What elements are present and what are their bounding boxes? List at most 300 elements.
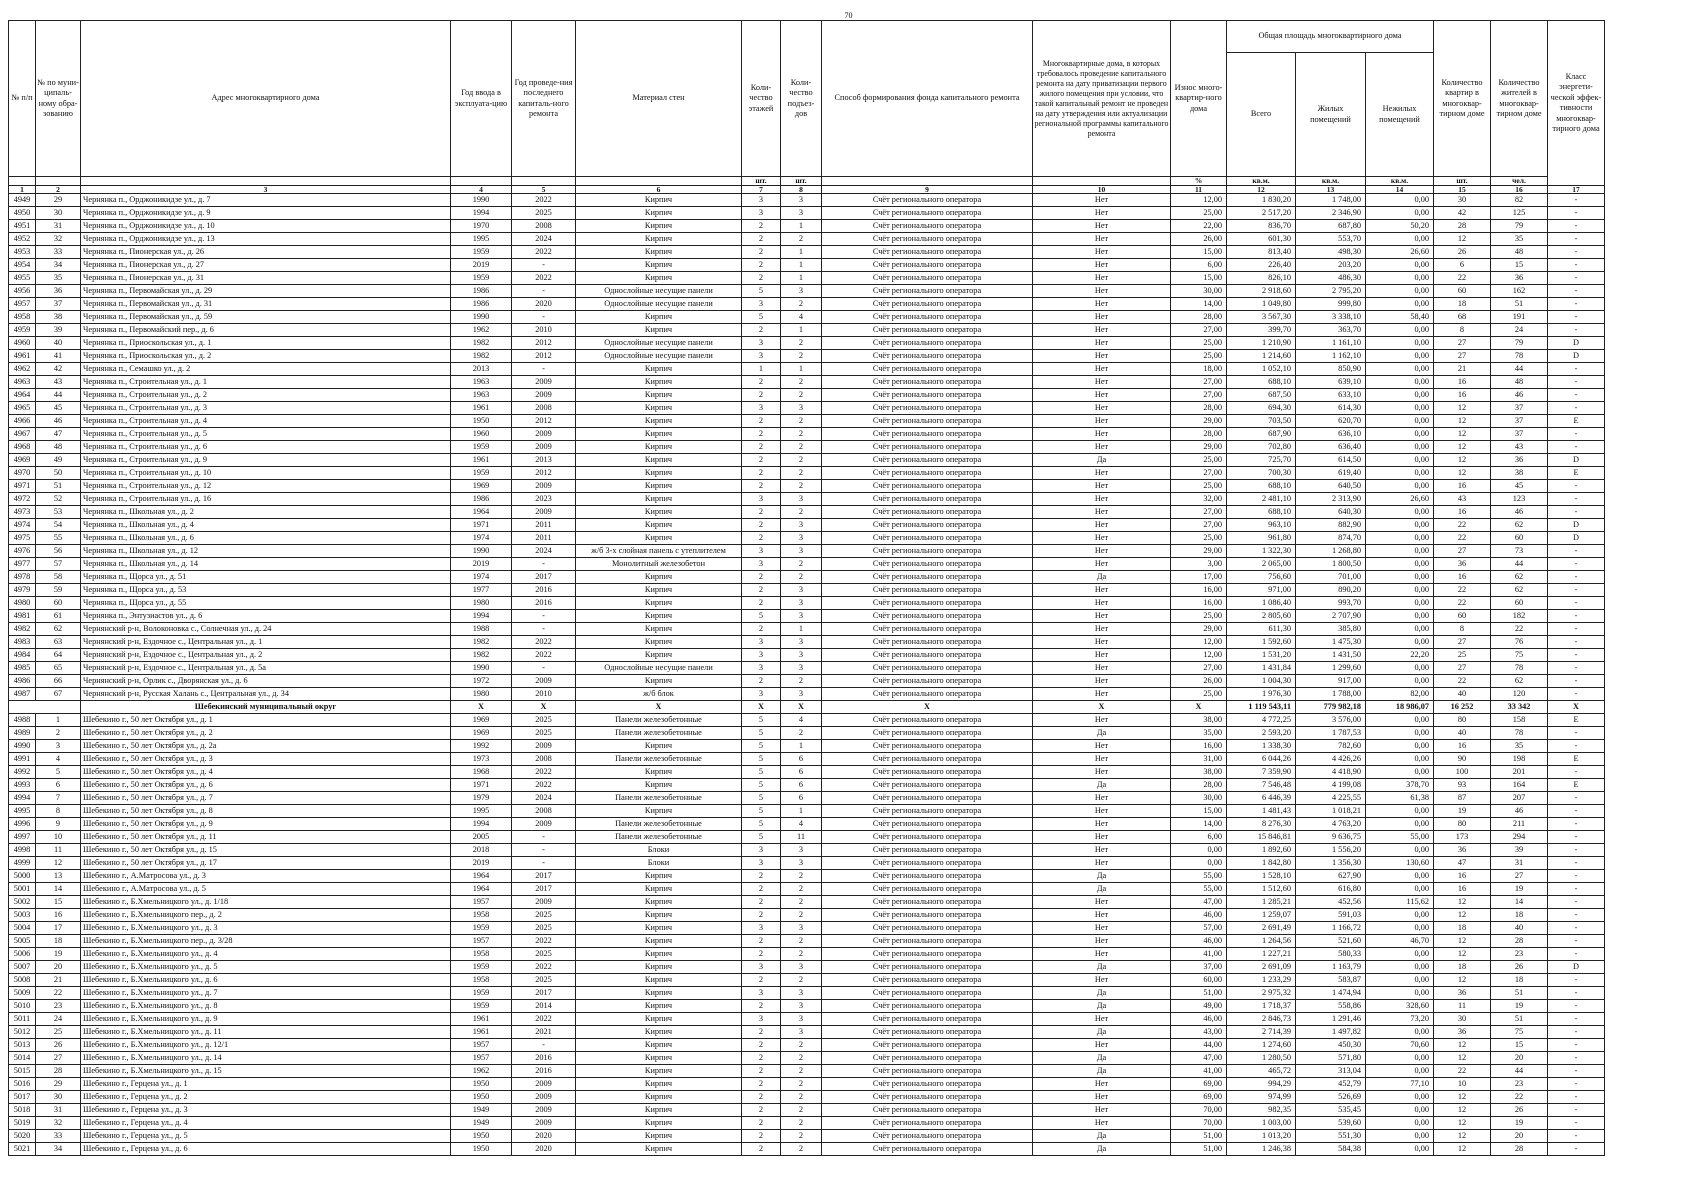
table-row (9, 519, 1605, 532)
cell-apartments: 12 (1434, 1130, 1491, 1143)
header-year-built: Год ввода в эксплуата-цию (451, 21, 512, 177)
cell-year-built: 1959 (451, 987, 512, 1000)
cell-entrances: 3 (781, 610, 822, 623)
cell-residents: 19 (1491, 1117, 1548, 1130)
cell-wall-material: Кирпич (576, 519, 742, 532)
cell-wear: 25,00 (1171, 480, 1227, 493)
cell-area-total: 688,10 (1227, 506, 1296, 519)
cell-energy-class: D (1548, 454, 1605, 467)
cell-address: Шебекино г., Герцена ул., д. 4 (81, 1117, 451, 1130)
cell-area-total: 6 446,39 (1227, 792, 1296, 805)
cell-repair-required: Нет (1033, 896, 1171, 909)
cell-row-number: 4990 (9, 740, 36, 753)
cell-energy-class: D (1548, 519, 1605, 532)
cell-residents: 35 (1491, 233, 1548, 246)
cell-wear: 16,00 (1171, 597, 1227, 610)
cell-residents: 198 (1491, 753, 1548, 766)
cell-fund-method: Счёт регионального оператора (822, 441, 1033, 454)
cell-area-nonresidential: 0,00 (1366, 740, 1434, 753)
cell-fund-method: Счёт регионального оператора (822, 883, 1033, 896)
cell-area-residential: 1 018,21 (1296, 805, 1366, 818)
cell-wear: 60,00 (1171, 974, 1227, 987)
cell-repair-required: Нет (1033, 480, 1171, 493)
cell-repair-required: Нет (1033, 545, 1171, 558)
cell-area-residential: 882,90 (1296, 519, 1366, 532)
cell-apartments: 8 (1434, 623, 1491, 636)
cell-energy-class: - (1548, 272, 1605, 285)
cell-energy-class: - (1548, 298, 1605, 311)
cell-area-residential: 1 748,00 (1296, 194, 1366, 207)
table-row (9, 1143, 1605, 1156)
cell-area-total: 2 691,49 (1227, 922, 1296, 935)
table-row (9, 532, 1605, 545)
cell-year-repair: 2010 (512, 324, 576, 337)
cell-fund-method: Счёт регионального оператора (822, 597, 1033, 610)
cell-year-repair: 2022 (512, 935, 576, 948)
cell-year-repair: 2009 (512, 675, 576, 688)
cell-apartments: 22 (1434, 532, 1491, 545)
cell-energy-class: E (1548, 753, 1605, 766)
cell-area-nonresidential: 0,00 (1366, 558, 1434, 571)
cell-wear: 49,00 (1171, 1000, 1227, 1013)
cell-apartments: 18 (1434, 298, 1491, 311)
cell-wear: 25,00 (1171, 610, 1227, 623)
cell-wall-material: Монолитный железобетон (576, 558, 742, 571)
table-row (9, 1117, 1605, 1130)
cell-municipal-number: 13 (36, 870, 81, 883)
cell-area-nonresidential: 82,00 (1366, 688, 1434, 701)
cell-floors: 2 (742, 506, 781, 519)
cell-floors: 2 (742, 1117, 781, 1130)
cell-wear: 3,00 (1171, 558, 1227, 571)
cell-area-total: 982,35 (1227, 1104, 1296, 1117)
cell-row-number: 4953 (9, 246, 36, 259)
cell-floors: 3 (742, 662, 781, 675)
cell-area-residential: 1 497,82 (1296, 1026, 1366, 1039)
cell-area-nonresidential: 0,00 (1366, 415, 1434, 428)
cell-wall-material: Кирпич (576, 649, 742, 662)
cell-floors: 2 (742, 1143, 781, 1156)
cell-area-residential: 1 161,10 (1296, 337, 1366, 350)
cell-repair-required: Нет (1033, 688, 1171, 701)
cell-residents: 62 (1491, 571, 1548, 584)
unit-entrances: шт. (781, 177, 822, 186)
cell-apartments: 19 (1434, 805, 1491, 818)
table-row (9, 1026, 1605, 1039)
cell-area-residential: 2 313,90 (1296, 493, 1366, 506)
cell-entrances: 1 (781, 623, 822, 636)
cell-row-number: 4984 (9, 649, 36, 662)
cell-entrances: 3 (781, 402, 822, 415)
cell-municipal-number: 58 (36, 571, 81, 584)
cell-wear: 29,00 (1171, 545, 1227, 558)
cell-apartments: 36 (1434, 844, 1491, 857)
cell-row-number: 5015 (9, 1065, 36, 1078)
cell-year-repair: - (512, 311, 576, 324)
cell-year-repair: 2013 (512, 454, 576, 467)
cell-entrances: 2 (781, 1130, 822, 1143)
cell-wear: 12,00 (1171, 636, 1227, 649)
cell-residents: 123 (1491, 493, 1548, 506)
cell-address: Шебекино г., 50 лет Октября ул., д. 4 (81, 766, 451, 779)
cell-floors: 5 (742, 740, 781, 753)
cell-wall-material: Кирпич (576, 363, 742, 376)
table-row (9, 220, 1605, 233)
cell-area-nonresidential: 0,00 (1366, 194, 1434, 207)
cell-area-nonresidential: 0,00 (1366, 519, 1434, 532)
cell-year-repair: 2009 (512, 389, 576, 402)
cell-repair-required: Нет (1033, 636, 1171, 649)
cell-area-residential: 633,10 (1296, 389, 1366, 402)
cell-residents: 48 (1491, 376, 1548, 389)
cell-apartments: 43 (1434, 493, 1491, 506)
cell-row-number: 4999 (9, 857, 36, 870)
cell-fund-method: Счёт регионального оператора (822, 1091, 1033, 1104)
cell-apartments: 27 (1434, 337, 1491, 350)
cell-energy-class: - (1548, 831, 1605, 844)
cell-apartments: 18 (1434, 922, 1491, 935)
cell-area-total: 1 013,20 (1227, 1130, 1296, 1143)
cell-wall-material: Кирпич (576, 1039, 742, 1052)
cell-area-nonresidential: 0,00 (1366, 1052, 1434, 1065)
cell-wall-material: Однослойные несущие панели (576, 298, 742, 311)
cell-energy-class: - (1548, 233, 1605, 246)
cell-municipal-number: 20 (36, 961, 81, 974)
cell-wear: 27,00 (1171, 324, 1227, 337)
cell-apartments: 12 (1434, 1104, 1491, 1117)
table-row (9, 610, 1605, 623)
cell-energy-class: - (1548, 584, 1605, 597)
cell-row-number: 5020 (9, 1130, 36, 1143)
cell-year-repair: 2025 (512, 948, 576, 961)
cell-municipal-number: 65 (36, 662, 81, 675)
cell-area-total: 1 718,37 (1227, 1000, 1296, 1013)
cell-energy-class: E (1548, 467, 1605, 480)
cell-wall-material: Кирпич (576, 493, 742, 506)
cell-year-repair: 2009 (512, 376, 576, 389)
cell-wear: 27,00 (1171, 662, 1227, 675)
cell-address: Чернянка п., Пионерская ул., д. 31 (81, 272, 451, 285)
cell-repair-required: Нет (1033, 935, 1171, 948)
cell-year-repair: 2022 (512, 961, 576, 974)
cell-floors: 3 (742, 922, 781, 935)
cell-energy-class: - (1548, 558, 1605, 571)
cell-entrances: 3 (781, 493, 822, 506)
cell-year-built: 1961 (451, 1013, 512, 1026)
cell-entrances: 3 (781, 688, 822, 701)
cell-row-number: 5013 (9, 1039, 36, 1052)
header-entrances: Коли-чество подъез-дов (781, 21, 822, 177)
cell-area-total: 7 359,90 (1227, 766, 1296, 779)
cell-row-number: 4957 (9, 298, 36, 311)
cell-address: Шебекино г., Б.Хмельницкого ул., д. 8 (81, 1000, 451, 1013)
cell-repair-required: Нет (1033, 753, 1171, 766)
cell-fund-method: Счёт регионального оператора (822, 220, 1033, 233)
cell-area-nonresidential: 378,70 (1366, 779, 1434, 792)
cell-wall-material: Кирпич (576, 779, 742, 792)
cell-address: Шебекино г., 50 лет Октября ул., д. 2 (81, 727, 451, 740)
cell-municipal-number: 6 (36, 779, 81, 792)
cell-address: Шебекино г., Герцена ул., д. 2 (81, 1091, 451, 1104)
cell-row-number: 4985 (9, 662, 36, 675)
cell-area-residential: 687,80 (1296, 220, 1366, 233)
cell-fund-method: Счёт регионального оператора (822, 1078, 1033, 1091)
cell-energy-class: - (1548, 207, 1605, 220)
cell-entrances: 2 (781, 571, 822, 584)
cell-municipal-number: 30 (36, 207, 81, 220)
cell-area-total: 994,29 (1227, 1078, 1296, 1091)
cell-apartments: 16 (1434, 376, 1491, 389)
cell-year-repair: 2009 (512, 480, 576, 493)
cell-floors: 3 (742, 649, 781, 662)
cell-wall-material: Блоки (576, 857, 742, 870)
cell-year-built: 1969 (451, 714, 512, 727)
section-cell: 779 982,18 (1296, 701, 1366, 714)
column-number: 5 (512, 186, 576, 194)
cell-fund-method: Счёт регионального оператора (822, 402, 1033, 415)
cell-area-nonresidential: 0,00 (1366, 1130, 1434, 1143)
cell-wear: 38,00 (1171, 766, 1227, 779)
cell-apartments: 22 (1434, 519, 1491, 532)
cell-row-number: 4979 (9, 584, 36, 597)
cell-area-residential: 521,60 (1296, 935, 1366, 948)
cell-wall-material: Однослойные несущие панели (576, 337, 742, 350)
cell-row-number: 4986 (9, 675, 36, 688)
cell-wall-material: Кирпич (576, 480, 742, 493)
cell-area-total: 1 227,21 (1227, 948, 1296, 961)
cell-fund-method: Счёт регионального оператора (822, 298, 1033, 311)
cell-area-residential: 539,60 (1296, 1117, 1366, 1130)
cell-area-nonresidential: 0,00 (1366, 610, 1434, 623)
cell-energy-class: - (1548, 922, 1605, 935)
cell-residents: 40 (1491, 922, 1548, 935)
cell-wear: 57,00 (1171, 922, 1227, 935)
cell-area-residential: 782,60 (1296, 740, 1366, 753)
cell-wall-material: Кирпич (576, 623, 742, 636)
cell-energy-class: - (1548, 506, 1605, 519)
cell-entrances: 2 (781, 1104, 822, 1117)
table-row (9, 922, 1605, 935)
cell-year-repair: 2008 (512, 402, 576, 415)
cell-year-built: 1979 (451, 792, 512, 805)
cell-wear: 29,00 (1171, 415, 1227, 428)
cell-wear: 69,00 (1171, 1091, 1227, 1104)
cell-address: Шебекино г., Б.Хмельницкого ул., д. 9 (81, 1013, 451, 1026)
cell-energy-class: - (1548, 571, 1605, 584)
cell-floors: 2 (742, 974, 781, 987)
cell-floors: 2 (742, 623, 781, 636)
cell-fund-method: Счёт регионального оператора (822, 987, 1033, 1000)
cell-energy-class: - (1548, 896, 1605, 909)
cell-residents: 44 (1491, 363, 1548, 376)
cell-apartments: 28 (1434, 220, 1491, 233)
cell-wall-material: Кирпич (576, 1104, 742, 1117)
cell-apartments: 22 (1434, 272, 1491, 285)
table-row (9, 389, 1605, 402)
cell-address: Чернянка п., Пионерская ул., д. 26 (81, 246, 451, 259)
cell-municipal-number: 17 (36, 922, 81, 935)
cell-wall-material: Кирпич (576, 740, 742, 753)
cell-entrances: 2 (781, 1052, 822, 1065)
cell-year-repair: 2009 (512, 1117, 576, 1130)
cell-municipal-number: 28 (36, 1065, 81, 1078)
cell-residents: 79 (1491, 337, 1548, 350)
cell-fund-method: Счёт регионального оператора (822, 285, 1033, 298)
cell-year-repair: 2012 (512, 337, 576, 350)
cell-row-number: 4954 (9, 259, 36, 272)
cell-energy-class: - (1548, 935, 1605, 948)
cell-wear: 6,00 (1171, 259, 1227, 272)
cell-entrances: 3 (781, 584, 822, 597)
cell-residents: 207 (1491, 792, 1548, 805)
cell-address: Чернянка п., Строительная ул., д. 4 (81, 415, 451, 428)
cell-entrances: 2 (781, 480, 822, 493)
cell-residents: 44 (1491, 558, 1548, 571)
cell-address: Чернянка п., Строительная ул., д. 3 (81, 402, 451, 415)
cell-fund-method: Счёт регионального оператора (822, 766, 1033, 779)
cell-wall-material: Кирпич (576, 935, 742, 948)
cell-year-repair: 2012 (512, 350, 576, 363)
cell-wall-material: Панели железобетонные (576, 818, 742, 831)
cell-floors: 3 (742, 987, 781, 1000)
cell-municipal-number: 2 (36, 727, 81, 740)
cell-repair-required: Нет (1033, 740, 1171, 753)
cell-fund-method: Счёт регионального оператора (822, 246, 1033, 259)
cell-wear: 0,00 (1171, 857, 1227, 870)
cell-wall-material: Кирпич (576, 987, 742, 1000)
cell-entrances: 2 (781, 298, 822, 311)
cell-wear: 27,00 (1171, 376, 1227, 389)
cell-row-number: 5017 (9, 1091, 36, 1104)
cell-energy-class: - (1548, 389, 1605, 402)
cell-area-nonresidential: 0,00 (1366, 285, 1434, 298)
cell-residents: 18 (1491, 974, 1548, 987)
cell-year-repair: 2017 (512, 987, 576, 1000)
cell-wear: 27,00 (1171, 506, 1227, 519)
table-row (9, 636, 1605, 649)
cell-year-repair: 2025 (512, 922, 576, 935)
cell-row-number: 4961 (9, 350, 36, 363)
cell-repair-required: Нет (1033, 272, 1171, 285)
cell-area-total: 1 285,21 (1227, 896, 1296, 909)
table-row (9, 662, 1605, 675)
column-number: 16 (1491, 186, 1548, 194)
cell-floors: 5 (742, 766, 781, 779)
cell-year-built: 1950 (451, 1091, 512, 1104)
cell-wall-material: Панели железобетонные (576, 714, 742, 727)
cell-area-nonresidential: 0,00 (1366, 350, 1434, 363)
cell-address: Шебекино г., 50 лет Октября ул., д. 3 (81, 753, 451, 766)
cell-apartments: 16 (1434, 883, 1491, 896)
cell-residents: 62 (1491, 675, 1548, 688)
cell-residents: 51 (1491, 987, 1548, 1000)
cell-wear: 28,00 (1171, 402, 1227, 415)
cell-area-nonresidential: 0,00 (1366, 389, 1434, 402)
cell-wall-material: Кирпич (576, 428, 742, 441)
cell-repair-required: Нет (1033, 259, 1171, 272)
cell-wall-material: Однослойные несущие панели (576, 285, 742, 298)
cell-municipal-number: 60 (36, 597, 81, 610)
cell-apartments: 25 (1434, 649, 1491, 662)
cell-entrances: 3 (781, 207, 822, 220)
cell-area-residential: 620,70 (1296, 415, 1366, 428)
cell-fund-method: Счёт регионального оператора (822, 454, 1033, 467)
cell-year-repair: - (512, 558, 576, 571)
cell-area-residential: 4 763,20 (1296, 818, 1366, 831)
cell-address: Чернянка п., Школьная ул., д. 2 (81, 506, 451, 519)
cell-apartments: 12 (1434, 1091, 1491, 1104)
cell-apartments: 8 (1434, 324, 1491, 337)
cell-municipal-number: 45 (36, 402, 81, 415)
cell-residents: 15 (1491, 1039, 1548, 1052)
cell-area-nonresidential: 0,00 (1366, 1104, 1434, 1117)
cell-address: Чернянка п., Школьная ул., д. 4 (81, 519, 451, 532)
cell-year-built: 2019 (451, 259, 512, 272)
cell-repair-required: Нет (1033, 649, 1171, 662)
cell-area-nonresidential: 0,00 (1366, 207, 1434, 220)
cell-row-number: 5019 (9, 1117, 36, 1130)
cell-entrances: 2 (781, 506, 822, 519)
column-number: 1 (9, 186, 36, 194)
section-cell: X (1171, 701, 1227, 714)
cell-area-total: 963,10 (1227, 519, 1296, 532)
cell-repair-required: Нет (1033, 415, 1171, 428)
cell-address: Чернянка п., Щорса ул., д. 51 (81, 571, 451, 584)
cell-repair-required: Нет (1033, 285, 1171, 298)
cell-wear: 27,00 (1171, 519, 1227, 532)
cell-residents: 45 (1491, 480, 1548, 493)
column-number: 17 (1548, 186, 1605, 194)
cell-year-repair: 2022 (512, 1013, 576, 1026)
cell-fund-method: Счёт регионального оператора (822, 610, 1033, 623)
cell-wall-material: Кирпич (576, 207, 742, 220)
cell-repair-required: Нет (1033, 467, 1171, 480)
cell-floors: 5 (742, 831, 781, 844)
cell-wear: 12,00 (1171, 194, 1227, 207)
cell-wear: 26,00 (1171, 675, 1227, 688)
column-number: 13 (1296, 186, 1366, 194)
cell-area-residential: 571,80 (1296, 1052, 1366, 1065)
cell-area-nonresidential: 0,00 (1366, 428, 1434, 441)
cell-address: Чернянка п., Орджоникидзе ул., д. 13 (81, 233, 451, 246)
unit-blank (9, 177, 36, 186)
cell-municipal-number: 52 (36, 493, 81, 506)
cell-municipal-number: 9 (36, 818, 81, 831)
cell-floors: 2 (742, 675, 781, 688)
cell-apartments: 12 (1434, 974, 1491, 987)
section-cell: 1 119 543,11 (1227, 701, 1296, 714)
cell-apartments: 10 (1434, 1078, 1491, 1091)
cell-year-built: 1995 (451, 233, 512, 246)
cell-energy-class: - (1548, 1013, 1605, 1026)
cell-year-repair: - (512, 662, 576, 675)
table-row (9, 233, 1605, 246)
cell-wall-material: Однослойные несущие панели (576, 350, 742, 363)
cell-entrances: 6 (781, 753, 822, 766)
cell-area-nonresidential: 0,00 (1366, 714, 1434, 727)
cell-repair-required: Да (1033, 883, 1171, 896)
cell-wall-material: Кирпич (576, 896, 742, 909)
cell-area-nonresidential: 0,00 (1366, 922, 1434, 935)
cell-area-nonresidential: 130,60 (1366, 857, 1434, 870)
cell-apartments: 60 (1434, 610, 1491, 623)
cell-row-number: 5009 (9, 987, 36, 1000)
cell-area-nonresidential: 115,62 (1366, 896, 1434, 909)
cell-repair-required: Нет (1033, 298, 1171, 311)
cell-area-residential: 580,33 (1296, 948, 1366, 961)
cell-energy-class: - (1548, 688, 1605, 701)
cell-year-repair: - (512, 831, 576, 844)
